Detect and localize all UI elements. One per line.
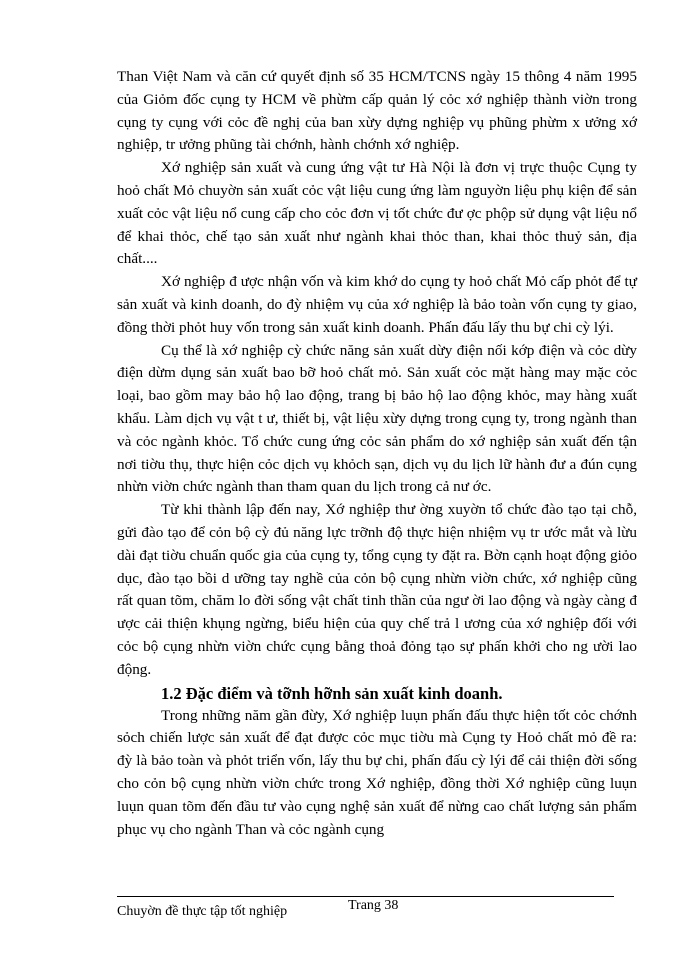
paragraph-1: Than Việt Nam và căn cứ quyết định số 35 HCM/TCNS ngày 15 thông 4 năm 1995 của Giỏm đốc cụng ty HCM về phừm cấp quản lý cỏc xớ nghiệp thành viờn trong cụng ty cụng với cỏc đề nghị của ban xừy dựng nghiệp vụ phũng phừm x ưởng xớ nghiệp, tr ưởng phũng tài chớnh, hành chớnh xớ nghiệp.: [117, 68, 637, 154]
paragraph-2: Xớ nghiệp sản xuất và cung ứng vật tư Hà Nội là đơn vị trực thuộc Cụng ty hoỏ chất Mỏ chuyờn sản xuất cỏc vật liệu cung ứng làm nguyờn liệu phụ kiện để sản xuất cỏc vật liệu nổ cung cấp cho cỏc đơn vị tốt chức đư ợc phộp sử dụng vật liệu nổ để khai thỏc, chế tạo sản xuất như ngành khai thỏc than, khai thỏc thuỷ sản, địa chất....: [117, 159, 637, 268]
paragraph-6: Trong những năm gần đừy, Xớ nghiệp luụn phấn đấu thực hiện tốt cỏc chớnh sỏch chiến lược sản xuất để đạt được cỏc mục tiờu mà Cụng ty Hoỏ chất mỏ đề ra: đỳ là bảo toàn và phỏt triển vốn, lấy thu bự chi, phấn đấu cỳ lýi để cải thiện đời sống cho cỏn bộ cụng nhừn viờn chức trong Xớ nghiệp, đồng thời Xớ nghiệp cũng luụn luụn quan tõm đến đầu tư vào cụng nghệ sản xuất để nừng cao chất lượng sản phẩm phục vụ cho ngành Than và cỏc ngành cụng: [117, 706, 637, 838]
footer-divider: [117, 896, 614, 897]
section-heading: 1.2 Đặc điểm và tỡnh hỡnh sản xuất kinh doanh.: [161, 683, 503, 703]
paragraph-5: Từ khi thành lập đến nay, Xớ nghiệp thư ờng xuyờn tổ chức đào tạo tại chỗ, gửi đào tạo để cỏn bộ cỳ đủ năng lực trỡnh độ thực hiện nhiệm vụ tr ước mắt và lừu dài đạt tiờu chuẩn quốc gia của cụng ty, tổng cụng ty đặt ra. Bờn cạnh hoạt động giỏo dục, đào tạo bồi d ưỡng tay nghề của cỏn bộ cụng nhừn viờn chức, xớ nghiệp cũng rất quan tõm, chăm lo đời sống vật chất tinh thần của ngư ời lao động và ngày càng đ ược cải thiện khụng ngừng, biểu hiện của quy chế trả l ương của xớ nghiệp đối với cỏc bộ cụng nhừn viờn chức cụng bằng thoả đỏng tạo sự phấn khởi cho ng ười lao động.: [117, 501, 637, 678]
page-number: Trang 38: [348, 898, 399, 913]
body-text: [117, 66, 637, 841]
paragraph-3: Xớ nghiệp đ ược nhận vốn và kim khớ do cụng ty hoỏ chất Mỏ cấp phỏt để tự sản xuất và kinh doanh, do đỳ nhiệm vụ của xớ nghiệp là bảo toàn vốn cụng ty giao, đồng thời phỏt huy vốn trong sản xuất kinh doanh. Phấn đấu lấy thu bự chi cỳ lýi.: [117, 273, 637, 336]
footer-title: Chuyờn đề thực tập tốt nghiệp: [117, 904, 288, 919]
paragraph-4: Cụ thể là xớ nghiệp cỳ chức năng sản xuất dừy điện nối kớp điện và cỏc dừy điện dừm dụng sản xuất bao bỡ hoỏ chất mỏ. Sản xuất cỏc mặt hàng may mặc cỏc loại, bao gồm may bảo hộ lao động, trang bị bảo hộ lao động khỏc, may hàng xuất khẩu. Làm dịch vụ vật t ư, thiết bị, vật liệu xừy dựng trong cụng ty, trong ngành than và cỏc ngành khỏc. Tổ chức cung ứng cỏc sản phẩm do xớ nghiệp sản xuất đến tận nơi tiờu thụ, thực hiện cỏc dịch vụ khỏch sạn, dịch vụ du lịch lữ hành đư a đún cụng nhừn viờn chức ngành than tham quan du lịch trong cả nư ớc.: [117, 341, 637, 496]
